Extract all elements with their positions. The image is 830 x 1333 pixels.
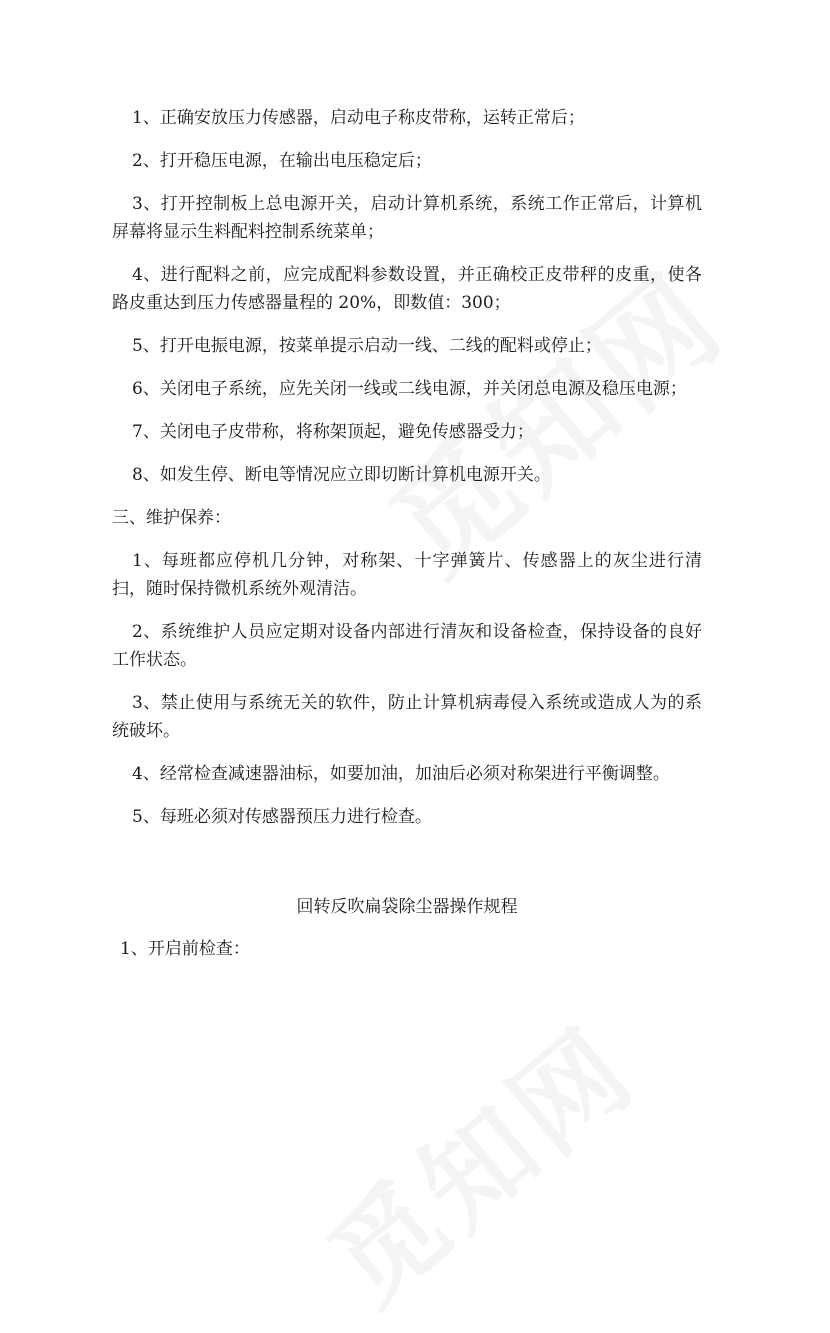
operation-step-7: 7、关闭电子皮带称，将称架顶起，避免传感器受力； (132, 422, 534, 442)
operation-step-5: 5、打开电振电源，按菜单提示启动一线、二线的配料或停止； (132, 336, 602, 356)
maintenance-step-1: 1、每班都应停机几分钟，对称架、十字弹簧片、传感器上的灰尘进行清扫，随时保持微机系统外观清洁。 (112, 551, 702, 599)
maintenance-step-3: 3、禁止使用与系统无关的软件，防止计算机病毒侵入系统或造成人为的系统破坏。 (112, 693, 702, 741)
operation-step-6: 6、关闭电子系统，应先关闭一线或二线电源，并关闭总电源及稳压电源； (132, 379, 687, 399)
section-title: 回转反吹扁袋除尘器操作规程 (296, 897, 518, 917)
operation-step-4: 4、进行配料之前，应完成配料参数设置，并正确校正皮带秤的皮重，使各路皮重达到压力传感器量程的 20%，即数值：300； (112, 265, 702, 313)
document-body (112, 104, 702, 963)
subsection-heading: 1、开启前检查： (120, 939, 250, 959)
operation-step-8: 8、如发生停、断电等情况应立即切断计算机电源开关。 (132, 465, 551, 485)
maintenance-step-4: 4、经常检查减速器油标，如要加油，加油后必须对称架进行平衡调整。 (132, 764, 670, 784)
operation-step-3: 3、打开控制板上总电源开关，启动计算机系统，系统工作正常后，计算机屏幕将显示生料配料控制系统菜单； (112, 194, 702, 242)
maintenance-step-2: 2、系统维护人员应定期对设备内部进行清灰和设备检查，保持设备的良好工作状态。 (112, 622, 702, 670)
operation-step-2: 2、打开稳压电源，在输出电压稳定后； (132, 151, 432, 171)
section-heading-maintenance: 三、维护保养： (112, 508, 231, 528)
watermark (291, 985, 664, 1333)
maintenance-step-5: 5、每班必须对传感器预压力进行检查。 (132, 807, 432, 827)
operation-step-1: 1、正确安放压力传感器，启动电子称皮带称，运转正常后； (132, 108, 585, 128)
